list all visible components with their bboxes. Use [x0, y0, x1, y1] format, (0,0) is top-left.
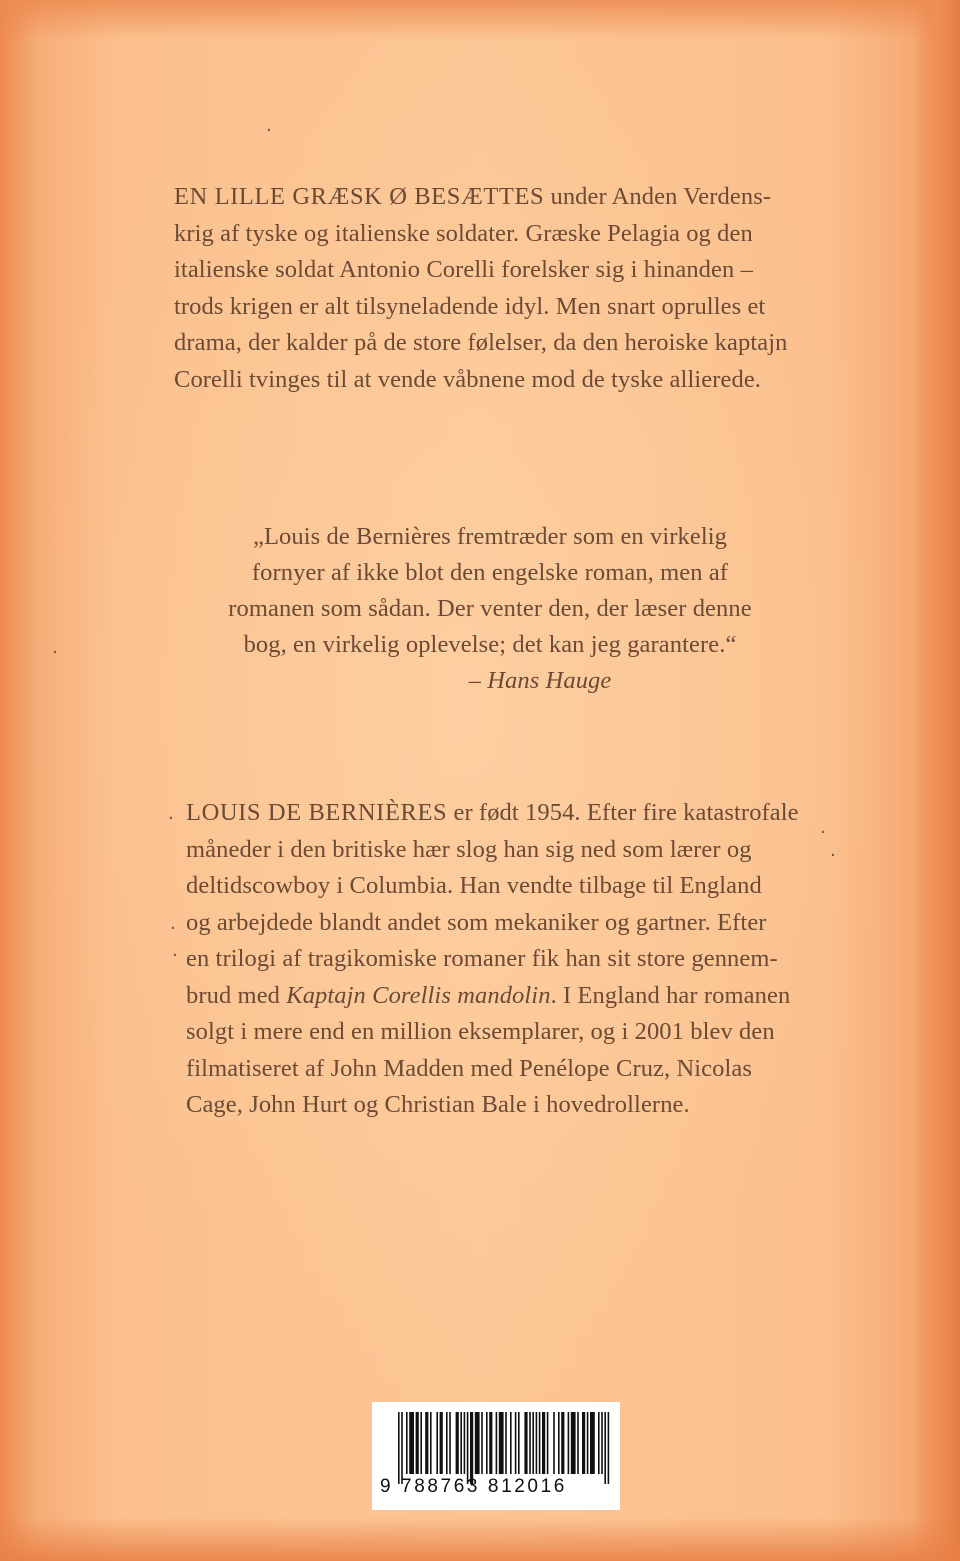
cover-edge-shading [914, 0, 960, 1561]
barcode-bar [460, 1412, 462, 1474]
barcode-bar [440, 1412, 443, 1474]
barcode-bar [590, 1412, 595, 1474]
barcode-bar [406, 1412, 408, 1474]
cover-speck: · [820, 822, 826, 843]
barcode-bar [568, 1412, 570, 1474]
barcode-bar [496, 1412, 498, 1474]
barcode-bar [467, 1412, 469, 1484]
barcode-bar [430, 1412, 432, 1474]
barcode-bar [436, 1412, 438, 1474]
quote-attribution: – Hans Hauge [468, 667, 612, 694]
bio-line: måneder i den britiske hær slog han sig ned som lærer og [186, 835, 752, 863]
barcode-bar [420, 1412, 422, 1474]
author-bio [186, 795, 826, 1124]
barcode-bar [536, 1412, 538, 1474]
barcode-bar [571, 1412, 576, 1474]
isbn-digits: 9 788763 812016 [380, 1476, 567, 1497]
barcode-bar [608, 1412, 610, 1484]
barcode-bar [464, 1412, 466, 1474]
bio-line: og arbejdede blandt andet som mekaniker og gartner. Efter [186, 908, 767, 936]
bio-line: Cage, John Hurt og Christian Bale i hovedrollerne. [186, 1091, 690, 1118]
barcode-bar [499, 1412, 504, 1474]
barcode-bar [515, 1412, 517, 1474]
bio-line: en trilogi af tragikomiske romaner fik han sit store gennem- [186, 945, 778, 972]
barcode-bar [475, 1412, 480, 1474]
blurb-line: krig af tyske og italienske soldater. Græske Pelagia og den [174, 219, 753, 247]
barcode-bar [505, 1412, 507, 1474]
barcode-bar [598, 1412, 600, 1474]
barcode-bar [416, 1412, 419, 1474]
blurb-line: trods krigen er alt tilsyneladende idyl. Men snart oprulles et [174, 292, 766, 320]
barcode-bar [401, 1412, 403, 1484]
review-quote [200, 519, 780, 699]
blurb-lead-caps: EN LILLE GRÆSK Ø BESÆTTES [174, 183, 545, 210]
cover-speck: · [172, 945, 178, 966]
book-blurb [174, 179, 814, 398]
barcode-bar [518, 1412, 520, 1474]
barcode-bar [446, 1412, 448, 1474]
barcode-bar [456, 1412, 459, 1474]
bio-line-6-post: . I England har romanen [550, 981, 791, 1009]
quote-line: fornyer af ikke blot den engelske roman, men af [251, 559, 729, 586]
barcode-bar [489, 1412, 492, 1474]
bio-line: deltidscowboy i Columbia. Han vendte tilbage til England [186, 872, 762, 899]
barcode-bar [532, 1412, 534, 1474]
cover-speck: · [266, 120, 272, 141]
barcode-bar [481, 1412, 483, 1474]
quote-line: romanen som sådan. Der venter den, der læser denne [228, 595, 752, 622]
blurb-line: drama, der kalder på de store følelser, da den heroiske kaptajn [174, 329, 788, 356]
barcode-bar [601, 1412, 603, 1474]
barcode-bar [553, 1412, 555, 1474]
book-title-italic: Kaptajn Corellis mandolin [286, 981, 551, 1009]
barcode-bar [561, 1412, 564, 1474]
bio-line: filmatiseret af John Madden med Penélope Cruz, Nicolas [186, 1054, 753, 1082]
quote-line: „Louis de Bernières fremtræder som en virkelig [252, 523, 728, 550]
blurb-line [174, 179, 814, 216]
barcode-bar [425, 1412, 428, 1474]
quote-line: bog, en virkelig oplevelse; det kan jeg garantere.“ [243, 631, 737, 658]
barcode-bar [539, 1412, 541, 1474]
barcode-bar [542, 1412, 545, 1474]
barcode-bar [449, 1412, 451, 1474]
blurb-line-1-rest: under Anden Verdens- [544, 183, 772, 210]
barcode-bar [398, 1412, 400, 1484]
barcode-bar [470, 1412, 473, 1484]
barcode-bar [524, 1412, 527, 1474]
bio-lead-caps: LOUIS DE BERNIÈRES [186, 799, 448, 826]
barcode-bar [558, 1412, 560, 1474]
bio-line [186, 978, 826, 1015]
barcode-bar [529, 1412, 531, 1474]
blurb-line: italienske soldat Antonio Corelli forelsker sig i hinanden – [174, 256, 753, 283]
cover-speck: · [170, 918, 176, 939]
bio-line-1-rest: er født 1954. Efter fire katastrofale [447, 799, 799, 826]
bio-line-6-pre: brud med [186, 981, 287, 1009]
barcode-bar [510, 1412, 512, 1474]
cover-speck: · [830, 845, 836, 866]
bio-line [186, 795, 826, 832]
barcode-bar [577, 1412, 579, 1474]
isbn-barcode [372, 1402, 620, 1510]
barcode-bar [409, 1412, 414, 1474]
cover-speck: · [168, 808, 174, 829]
barcode-bar [604, 1412, 606, 1484]
barcode-bar [486, 1412, 488, 1474]
cover-speck: · [52, 642, 58, 663]
blurb-line: Corelli tvinges til at vende våbnene mod de tyske allierede. [174, 365, 762, 393]
bio-line: solgt i mere end en million eksemplarer, og i 2001 blev den [186, 1018, 775, 1045]
barcode-bar [547, 1412, 549, 1474]
barcode-bar [582, 1412, 585, 1474]
barcode-bar [587, 1412, 589, 1474]
